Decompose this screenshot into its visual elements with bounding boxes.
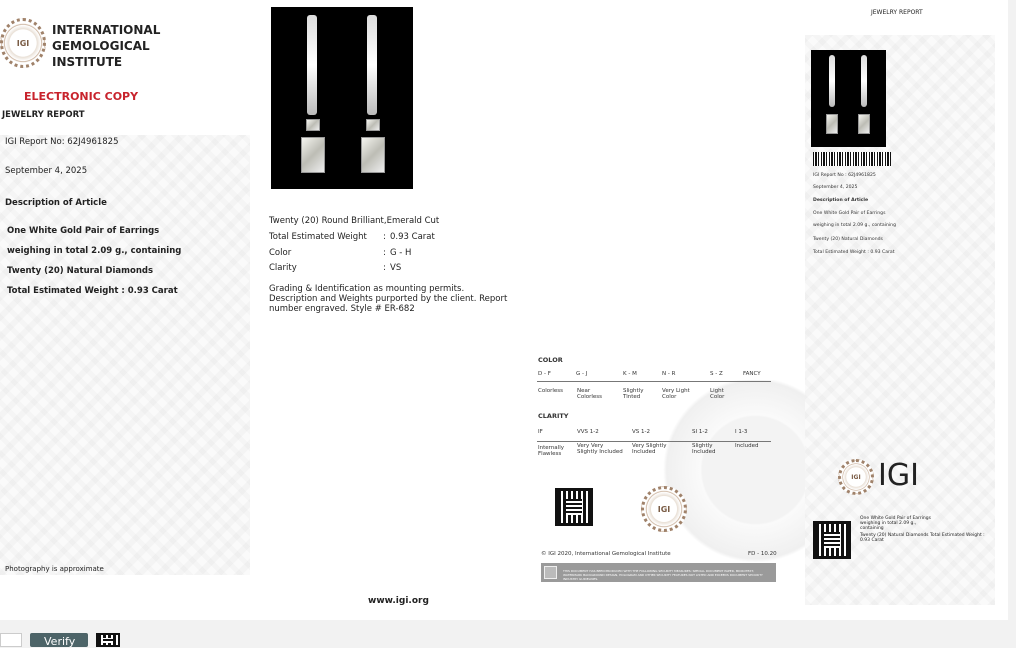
clarity-grade: IF <box>538 429 543 435</box>
color-desc: Colorless <box>538 388 564 394</box>
report-date: September 4, 2025 <box>5 166 88 176</box>
color-grade: S - Z <box>710 371 723 377</box>
color-grade: K - M <box>623 371 637 377</box>
photo-note: Photography is approximate <box>5 565 104 573</box>
report-type: JEWELRY REPORT <box>2 110 85 120</box>
color-desc: Very Light Color <box>662 388 690 400</box>
color-value: G - H <box>390 248 412 258</box>
earrings-thumbnail <box>811 50 886 147</box>
stone-description: Twenty (20) Round Brilliant,Emerald Cut <box>269 216 440 226</box>
divider <box>537 441 771 442</box>
org-name-line: INSTITUTE <box>52 55 123 69</box>
separator: : <box>383 232 386 242</box>
clarity-grade: I 1-3 <box>735 429 748 435</box>
right-description-heading: Description of Article <box>813 198 869 203</box>
description-heading: Description of Article <box>5 198 107 208</box>
right-report-date: September 4, 2025 <box>813 185 858 190</box>
right-description-line: Twenty (20) Natural Diamonds <box>813 237 883 242</box>
color-label: Color <box>269 248 292 258</box>
form-code: FD - 10.20 <box>748 551 777 557</box>
qr-scan-icon[interactable] <box>96 633 120 647</box>
color-grade: FANCY <box>743 371 761 377</box>
document-icon <box>544 566 557 579</box>
right-report-type: JEWELRY REPORT <box>871 9 923 16</box>
description-line: One White Gold Pair of Earrings <box>7 226 160 236</box>
barcode <box>813 152 891 166</box>
color-grade: D - F <box>538 371 551 377</box>
clarity-scale-title: CLARITY <box>538 412 569 420</box>
color-grade: G - J <box>576 371 588 377</box>
right-description-line: One White Gold Pair of Earrings <box>813 211 886 216</box>
separator: : <box>383 248 386 258</box>
right-report-number: IGI Report No : 62J4961825 <box>813 173 876 178</box>
igi-seal-small: IGI <box>838 459 874 495</box>
stub-description: One White Gold Pair of Earrings weighing in total 2.09 g., containing <box>860 516 931 531</box>
right-description-line: Total Estimated Weight : 0.93 Carat <box>813 250 895 255</box>
color-desc: Light Color <box>710 388 725 400</box>
description-line: weighing in total 2.09 g., containing <box>7 246 182 256</box>
separator: : <box>383 263 386 273</box>
igi-seal: IGI <box>641 486 687 532</box>
earrings-photo <box>271 7 413 189</box>
org-name-line: INTERNATIONAL <box>52 23 161 37</box>
weight-label: Total Estimated Weight <box>269 232 367 242</box>
divider <box>537 381 771 382</box>
clarity-label: Clarity <box>269 263 297 273</box>
clarity-desc: Slightly Included <box>692 443 716 455</box>
electronic-copy-label: ELECTRONIC COPY <box>24 90 139 103</box>
verify-button[interactable]: Verify <box>30 633 88 647</box>
clarity-desc: Internally Flawless <box>538 445 564 457</box>
org-name-line: GEMOLOGICAL <box>52 39 150 53</box>
color-desc: Near Colorless <box>577 388 603 400</box>
qr-code <box>555 488 593 526</box>
weight-value: 0.93 Carat <box>390 232 435 242</box>
org-name <box>52 22 160 70</box>
right-description-line: weighing in total 2.09 g., containing <box>813 223 897 228</box>
clarity-grade: VS 1-2 <box>632 429 650 435</box>
igi-logo-text: IGI <box>878 458 919 493</box>
clarity-value: VS <box>390 263 402 273</box>
clarity-desc: Included <box>735 443 759 449</box>
clarity-grade: VVS 1-2 <box>577 429 599 435</box>
description-line: Total Estimated Weight : 0.93 Carat <box>7 286 178 296</box>
website-link[interactable]: www.igi.org <box>368 596 429 606</box>
color-grade: N - R <box>662 371 676 377</box>
comments: Grading & Identification as mounting permits. Description and Weights purported by the client. Report number engraved. Style # ER-682 <box>269 284 508 314</box>
security-note: THIS DOCUMENT HAS BEEN PRODUCED WITH THE FOLLOWING SECURITY MEASURES: SPECIAL DOCUMENT PAPER, MICROTEXT, WATERMARK BACKGROUND DESIGN, HOLOGRAM AND OTHER SECURITY FEATURES NOT LISTED AND EXCEEDS DOCUMENT SECURITY INDUSTRY GUIDELINES. <box>563 568 763 581</box>
clarity-desc: Very Slightly Included <box>632 443 667 455</box>
stub-description: Twenty (20) Natural Diamonds Total Estimated Weight : 0.93 Carat <box>860 533 985 543</box>
stub-qr-code <box>813 521 851 559</box>
color-scale-title: COLOR <box>538 356 563 364</box>
copyright: © IGI 2020, International Gemological Institute <box>541 551 671 557</box>
clarity-grade: SI 1-2 <box>692 429 708 435</box>
security-strip <box>541 563 776 582</box>
color-desc: Slightly Tinted <box>623 388 644 400</box>
report-number-input[interactable] <box>0 633 22 647</box>
report-number: IGI Report No: 62J4961825 <box>5 137 119 147</box>
description-line: Twenty (20) Natural Diamonds <box>7 266 154 276</box>
igi-seal-logo: IGI <box>0 18 46 68</box>
clarity-desc: Very Very Slightly Included <box>577 443 623 455</box>
